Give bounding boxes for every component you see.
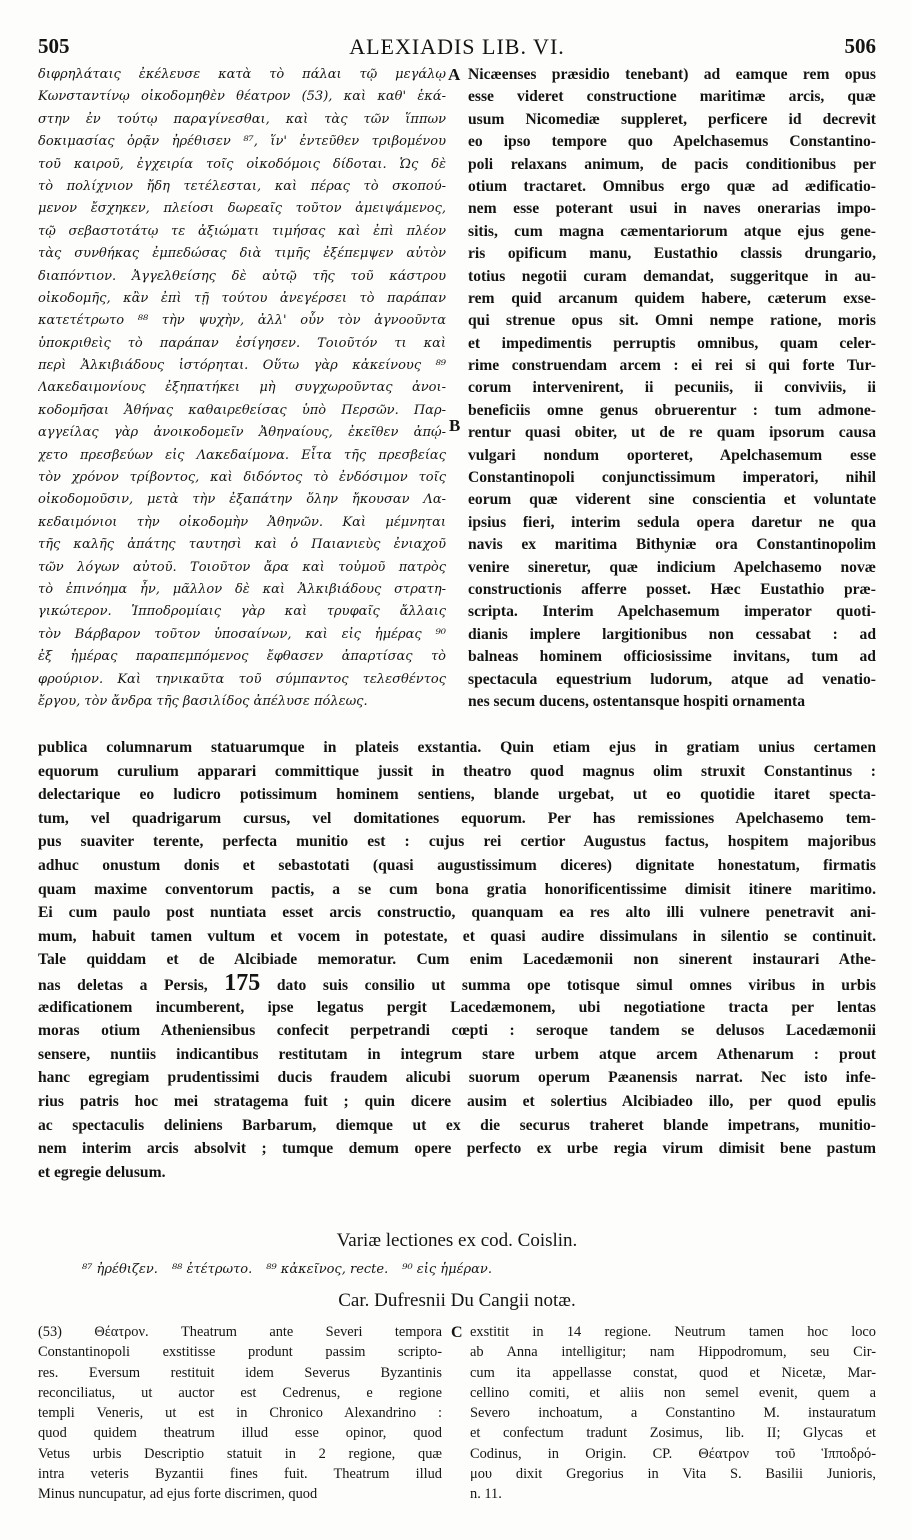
latin-text-line: beneficiis omne genus obruerentur : tum admone- (468, 401, 876, 419)
page-number-right: 506 (844, 34, 876, 58)
latin-column (468, 64, 876, 713)
full-text-line: ac spectaculis deliniens Barbarum, diemque ut ex die securus traheret blande impetrans, munitio- (38, 1116, 876, 1134)
latin-text-line: corum intervenirent, ii pecuniis, ii conviviis, ii (468, 379, 876, 397)
note-line: cellino comiti, et aliis non semel evenit, quem a (470, 1384, 876, 1401)
greek-text-line: δοκιμασίας ὁρᾷν ἠρέθισεν ⁸⁷, ἵν' ἐντεῦθεν τριβομένου (38, 134, 446, 150)
full-text-line: nem interim arcis absolvit ; tumque demum opere perfecto ex urbe regia virum dimisit bene pastum (38, 1140, 876, 1158)
full-width-text (38, 736, 876, 1184)
note-line: Constantinopoli exstitisse produnt passim scripto- (38, 1344, 442, 1361)
greek-text-line: τὰς συνθήκας ἐμπεδώσας διὰ τιμῆς ἐξέπεμψεν αὐτὸν (38, 246, 446, 262)
greek-text-line: στην ἐν τούτῳ παραγίνεσθαι, καὶ τὰς τῶν ἵππων (38, 111, 446, 127)
latin-text-line: navis ex maritima Bithyniæ ora Constantinopolim (468, 536, 876, 554)
full-text-line: sensere, nuntiis indicantibus restitutam in integrum stare urbem atque arcem Athenarum : prout (38, 1045, 876, 1063)
greek-column (38, 64, 446, 713)
variae-lectiones-title: Variæ lectiones ex cod. Coislin. (336, 1230, 578, 1251)
latin-text-line: nes secum ducens, ostentansque hospiti ornamenta (468, 692, 806, 710)
page (38, 30, 876, 1510)
note-line: n. 11. (470, 1486, 502, 1503)
greek-text-line: τοῦ καιροῦ, ἐγχειρία τοῖς οἰκοδόμοις δίδοται. Ὡς δὲ (38, 156, 446, 172)
greek-text-line: Κωνσταντίνῳ οἰκοδομηθὲν θέατρον (53), καὶ καθ' ἑκά- (38, 89, 446, 105)
greek-text-line: γικώτερον. Ἱπποδρομίαις γὰρ καὶ τρυφαῖς ἄλλαις (38, 604, 446, 620)
latin-text-line: qui strenue opus sit. Omni nempe ratione, moris (468, 312, 876, 330)
full-text-line: Tale quiddam et de Alcibiade memoratur. Cum enim Lacedæmonii non sinerent instaurari Athe- (38, 951, 876, 969)
latin-text-line: totius negotii curam demandat, suggeritque in au- (468, 267, 876, 285)
latin-text-line: Constantinopoli conjunctissimum imperatori, nihil (468, 469, 876, 487)
note-line: templi Veneris, ut est in Chronico Alexandrino : (38, 1405, 442, 1422)
latin-text-line: nem esse poterant usui in naves onerarias impo- (468, 200, 876, 218)
full-text-line: publica columnarum statuarumque in plateis exstantia. Quin etiam ejus in gratiam unius certamen (38, 739, 876, 756)
greek-text-line: διαπόντιον. Ἀγγελθείσης δὲ αὐτῷ τῆς τοῦ κάστρου (38, 268, 446, 284)
note-line: quod quidem theatrum illud esse opinor, quod (38, 1425, 442, 1442)
greek-text-line: τὸ πολίχνιον ἤδη τετέλεσται, καὶ πέρας τὸ σκοπού- (38, 178, 446, 194)
note-line: cum ita appellasse constat, quod et Nicetæ, Mar- (470, 1364, 876, 1381)
latin-text-line: balneas hominem officiosissime invitans, tum ad (468, 648, 876, 666)
notes-title: Car. Dufresnii Du Cangii notæ. (338, 1290, 576, 1311)
greek-text-line: αγγείλας γὰρ ἀνοικοδομεῖν Ἀθηναίους, ἐκεῖθεν ἀπῴ- (38, 425, 446, 441)
latin-text-line: rime construendam arcem : ei rei si qui forte Tur- (468, 357, 876, 375)
variant-reading: ⁸⁸ ἐτέτρωτο. (171, 1262, 253, 1277)
latin-text-line: constructionis afferre posset. Hæc Eustathio præ- (468, 580, 876, 598)
page-number-left: 505 (38, 34, 70, 58)
latin-text-line: sitis, cum magna cæmentariorum atque ejus gene- (468, 222, 876, 240)
line-segment: nas deletas a Persis, (38, 976, 208, 994)
greek-text-line: διφρηλάταις ἐκέλευσε κατὰ τὸ πάλαι τῷ μεγάλῳ (38, 67, 446, 82)
latin-text-line: eorum quæ viderent sine conscientia et voluntate (468, 491, 876, 509)
latin-text-line: et impedimentis perruptis omnibus, quam celer- (468, 334, 876, 352)
note-line: Minus nuncupatur, ad ejus forte discrimen, quod (38, 1486, 318, 1503)
full-text-line: Ei cum paulo post nuntiata esset arcis constructio, quanquam ea res alto illi vulnere penetravit ani- (38, 904, 876, 922)
greek-text-line: τῆς καλῆς ἀπάτης ταυτησὶ καὶ ὁ Παιανιεὺς ἐνιαχοῦ (38, 537, 446, 553)
variae-lectiones-list (82, 1262, 506, 1277)
greek-text-line: χετο πρεσβεύων εἰς Λακεδαίμονα. Εἶτα τῆς πρεσβείας (38, 447, 446, 463)
note-line: Vetus urbis Descriptio statuit in 2 regione, quæ (38, 1445, 442, 1462)
full-text-line: et egregie delusum. (38, 1163, 166, 1181)
latin-text-line: spectacula equestrium ludorum, atque ad venatio- (468, 670, 876, 688)
greek-text-line: τῶν λόγων αὐτοῦ. Τοιοῦτον ἄρα καὶ τοὐμοῦ πατρὸς (38, 559, 446, 575)
note-line: ab Anna intelligitur; nam Hippodromum, seu Cir- (470, 1344, 876, 1361)
greek-text-line: κοδομῆσαι Ἀθήνας καθαιρεθείσας ὑπὸ Περσῶν. Παρ- (38, 402, 446, 418)
latin-text-line: usum Nicomediæ suppleret, perficere id decrevit (468, 110, 876, 128)
latin-text-line: rem quid arcanum quidem habere, cæterum exse- (468, 289, 876, 307)
latin-text-line: scripta. Interim Apelchasemum imperator quoti- (468, 603, 876, 621)
latin-text-line: otium tractaret. Omnibus ergo quæ ad ædificatio- (468, 177, 876, 195)
greek-text-line: οἰκοδομῆς, κἂν ἐπὶ τῇ τούτου ἀνεγέρσει τὸ παράπαν (38, 290, 446, 306)
greek-text-line: τῷ σεβαστοτάτῳ τε ἀξιώματι τιμήσας καὶ ἐπὶ πλέον (38, 223, 446, 239)
greek-text-line: κεδαιμόνιοι τὴν οἰκοδομὴν Ἀθηνῶν. Καὶ μέμνηται (38, 514, 446, 530)
full-text-line: pus suaviter terente, perfecta munitio est : cujus rei certior Augustus factus, hospitem majoribus (38, 833, 876, 851)
full-text-line: quam maxime conventorum pactis, a se cum bona gratia honorificentissime dimisit itinere maritimo. (38, 880, 876, 898)
greek-text-line: ὑποκριθεὶς τὸ παράπαν ἐσίγησεν. Τοιοῦτόν τι καὶ (38, 335, 446, 351)
greek-text-line: μενον ἔσχηκεν, πλείοσι δωρεαῖς τοῦτον ἀμειψάμενος, (38, 201, 446, 217)
full-text-line: delectarique eo ludicro potissimum hominem sentiens, blande urgebat, ut eo quotidie itaret specta- (38, 786, 876, 804)
full-text-line: rius patris hoc mei stratagema fuit ; quin dicere ausim et solertius Alcibiadeo illo, per quod epulis (38, 1092, 876, 1110)
full-text-line: equorum curulium apparari committique jussit in theatro quod magnus olim struxit Constantinus : (38, 762, 876, 780)
running-title: ALEXIADIS LIB. VI. (349, 34, 565, 59)
note-line: Codinus, in Origin. CP. Θέατρον τοῦ Ἱπποδρό- (470, 1445, 876, 1462)
latin-text-line: esse videret constructione maritimæ arcis, quæ (468, 88, 876, 106)
two-column-text (38, 64, 876, 734)
note-line: exstitit in 14 regione. Neutrum tamen hoc loco (470, 1324, 876, 1340)
full-text-line: tum, vel quadrigarum cursus, vel domitationes equorum. Per has remissiones Apelchasemo tem- (38, 809, 876, 827)
note-line: reconciliatus, ut auctor est Cedrenus, e regione (38, 1384, 442, 1401)
column-number: 175 (224, 971, 261, 996)
greek-text-line: τὸ ἐπινόημα ἦν, μᾶλλον δὲ καὶ Ἀλκιβιάδους στρατη- (38, 581, 446, 597)
latin-text-line: rentur quasi obiter, ut de re quam ipsorum causa (468, 424, 876, 442)
notes-left-column (38, 1322, 442, 1505)
full-text-line-with-column-number (38, 972, 876, 996)
note-line: et confectum tradunt Zosimus, lib. II; Glycas et (470, 1425, 876, 1442)
latin-text-line: poli relaxans animum, de pacis conditionibus per (468, 155, 876, 173)
margin-marker-c: C (451, 1324, 463, 1341)
line-segment: dato suis consilio ut summa ope totisque simul omnes viribus in urbis (276, 976, 876, 994)
full-text-line: hanc egregiam prudentissimi ducis fraudem alicubi suorum operum Pæanensis narrat. Nec isto infe- (38, 1069, 876, 1087)
greek-text-line: ἐξ ἡμέρας παραπεμπόμενος ἔφθασεν ἀπαρτίσας τὸ (38, 649, 446, 665)
full-text-line: ædificationem incumberent, ipse legatus pergit Lacedæmonem, ubi negotiatione tracta per lentas (38, 998, 876, 1016)
full-text-line: moras otium Atheniensibus confecit perpetrandi cœpti : seroque tandem se delusos Lacedæmonii (38, 1022, 876, 1040)
latin-text-line: venire sineretur, quæ indicium Apelchasemo novæ (468, 558, 876, 576)
latin-text-line: Nicæenses præsidio tenebant) ad eamque rem opus (468, 66, 876, 83)
variant-reading: ⁹⁰ εἰς ἡμέραν. (402, 1262, 492, 1277)
greek-text-line: κατετέτρωτο ⁸⁸ τὴν ψυχὴν, ἀλλ' οὖν τὸν ἀγνοοῦντα (38, 313, 446, 329)
note-line: res. Eversum restituit idem Severus Byzantinis (38, 1364, 442, 1381)
running-header (38, 30, 876, 60)
note-line: Severo inchoatum, a Constantino M. instauratum (470, 1405, 876, 1422)
full-text-line: mum, habuit tamen vultum et vocem in potestate, et quasi audire dissimulans in silentio se continuit. (38, 927, 876, 945)
note-line: μου dixit Gregorius in Vita S. Basilii Junioris, (470, 1466, 876, 1483)
greek-text-line: τὸν χρόνον τρίβοντος, καὶ διδόντος τὸ ἐνδόσιμον τοῖς (38, 470, 446, 486)
notes-right-column (470, 1322, 876, 1505)
greek-text-line: περὶ Ἀλκιβιάδους ἱστόρηται. Οὕτω γὰρ κἀκείνους ⁸⁹ (38, 358, 446, 374)
note-line: intra veteris Byzantii fines fuit. Theatrum illud (38, 1466, 442, 1483)
margin-marker-a: A (448, 65, 461, 84)
greek-text-line: τὸν Βάρβαρον τοῦτον ὑποσαίνων, καὶ εἰς ἡμέρας ⁹⁰ (38, 626, 446, 642)
note-line: (53) Θέατρον. Theatrum ante Severi tempora (38, 1324, 442, 1340)
latin-text-line: eo ipso tempore quo Apelchasemus Constantino- (468, 133, 876, 151)
greek-text-line: ἔργου, τὸν ἄνδρα τῆς βασιλίδος ἀπέλυσε πόλεως. (38, 693, 368, 709)
latin-text-line: ris opificum manu, Eustathio classis drungario, (468, 245, 876, 263)
greek-text-line: Λακεδαιμονίους ἐξηπατήκει μὴ συγχωροῦντας ἀνοι- (38, 380, 446, 396)
greek-text-line: φρούριον. Καὶ τηνικαῦτα τοῦ σύμπαντος τελεσθέντος (38, 671, 446, 687)
latin-text-line: vulgari nondum oporteret, Apelchasemum esse (468, 446, 876, 464)
variant-reading: ⁸⁹ κἀκεῖνος, recte. (266, 1262, 389, 1277)
greek-text-line: οἰκοδομοῦσιν, μετὰ τὴν ἐξαπάτην ὅλην ἤκουσαν Λα- (38, 492, 446, 508)
variant-reading: ⁸⁷ ἠρέθιζεν. (82, 1262, 158, 1277)
margin-marker-b: B (449, 416, 461, 435)
latin-text-line: ipsius fieri, interim sedula opera daretur ne qua (468, 513, 876, 531)
full-text-line: adhuc onustum donis et sebastotati (quasi augustissimum diceres) dignitate honestatum, firmatis (38, 856, 876, 874)
latin-text-line: dianis implere largitionibus non cessabat : ad (468, 625, 876, 643)
